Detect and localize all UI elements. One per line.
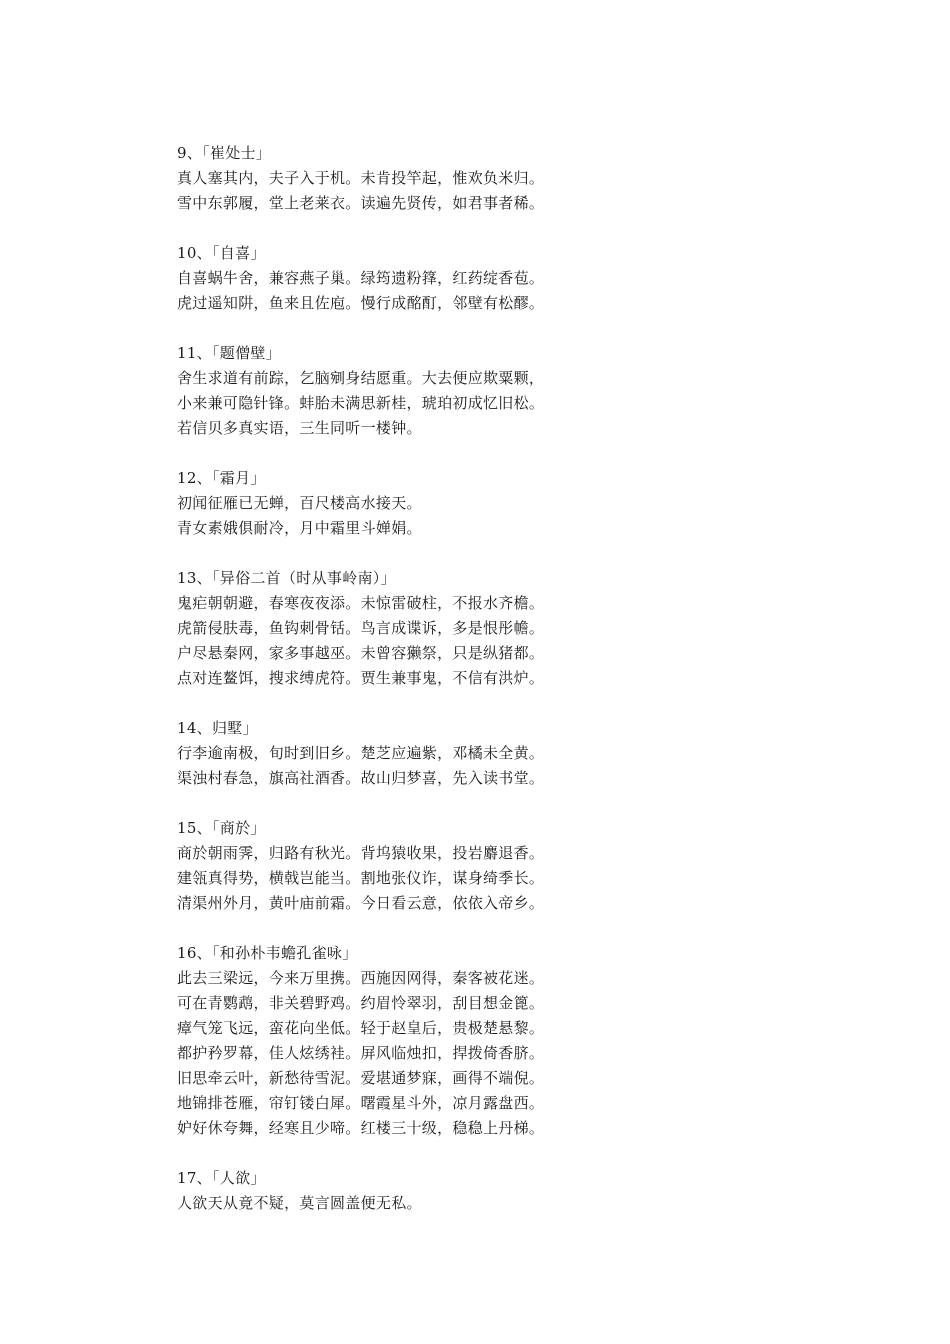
poem-line: 旧思牵云叶，新愁待雪泥。爱堪通梦寐，画得不端倪。 [177,1069,545,1087]
poem-block [177,141,897,216]
poem-line: 户尽悬秦网，家多事越巫。未曾容獭祭，只是纵猪都。 [177,644,545,662]
poem-line: 青女素娥俱耐冷，月中霜里斗婵娟。 [177,519,422,537]
poem-line: 地锦排苍雁，帘钉镂白犀。曙霞星斗外，凉月露盘西。 [177,1094,545,1112]
poem-line: 点对连鳌饵，搜求缚虎符。贾生兼事鬼，不信有洪炉。 [177,669,545,687]
poem-line: 若信贝多真实语，三生同听一楼钟。 [177,419,422,437]
poem-line: 建瓴真得势，横戟岂能当。割地张仪诈，谋身绮季长。 [177,869,545,887]
poem-line: 此去三梁远，今来万里携。西施因网得，秦客被花迷。 [177,969,545,987]
poem-line: 都护矜罗幕，佳人炫绣袿。屏风临烛扣，捍拨倚香脐。 [177,1044,545,1062]
poem-line: 舍生求道有前踪，乞脑剜身结愿重。大去便应欺粟颗， [177,369,545,387]
poem-block [177,466,897,541]
poem-line: 自喜蜗牛舍，兼容燕子巢。绿筠遗粉箨，红药绽香苞。 [177,269,545,287]
poem-block [177,816,897,916]
poem-line: 可在青鹦鹉，非关碧野鸡。约眉怜翠羽，刮目想金篦。 [177,994,545,1012]
poem-block [177,566,897,691]
poem-line: 初闻征雁已无蝉，百尺楼高水接天。 [177,494,422,512]
document-page [177,141,897,1241]
poem-title: 9、「崔处士」 [177,144,272,162]
poem-line: 清渠州外月，黄叶庙前霜。今日看云意，依依入帝乡。 [177,894,545,912]
poem-line: 虎过遥知阱，鱼来且佐庖。慢行成酩酊，邻壁有松醪。 [177,294,545,312]
poem-line: 雪中东郭履，堂上老莱衣。读遍先贤传，如君事者稀。 [177,194,545,212]
poem-line: 鬼疟朝朝避，春寒夜夜添。未惊雷破柱，不报水齐檐。 [177,594,545,612]
poem-title: 12、「霜月」 [177,469,266,487]
poem-block [177,716,897,791]
poem-line: 人欲天从竟不疑，莫言圆盖便无私。 [177,1194,422,1212]
poem-line: 商於朝雨霁，归路有秋光。背坞猿收果，投岩麝退香。 [177,844,545,862]
poem-line: 真人塞其内，夫子入于机。未肯投竿起，惟欢负米归。 [177,169,545,187]
poem-block [177,941,897,1141]
poem-line: 虎箭侵肤毒，鱼钩刺骨铦。鸟言成谍诉，多是恨彤幨。 [177,619,545,637]
poem-line: 渠浊村春急，旗高社酒香。故山归梦喜，先入读书堂。 [177,769,545,787]
poem-line: 行李逾南极，旬时到旧乡。楚芝应遍紫，邓橘未全黄。 [177,744,545,762]
poem-line: 小来兼可隐针锋。蚌胎未满思新桂，琥珀初成忆旧松。 [177,394,545,412]
poem-title: 15、「商於」 [177,819,266,837]
poem-title: 17、「人欲」 [177,1169,266,1187]
poem-title: 16、「和孙朴韦蟾孔雀咏」 [177,944,358,962]
poem-block [177,241,897,316]
poem-block [177,1166,897,1216]
poem-title: 11、「题僧壁」 [177,344,281,362]
poem-line: 妒好休夸舞，经寒且少啼。红楼三十级，稳稳上丹梯。 [177,1119,545,1137]
poem-line: 瘴气笼飞远，蛮花向坐低。轻于赵皇后，贵极楚悬黎。 [177,1019,545,1037]
poem-title: 10、「自喜」 [177,244,266,262]
poem-title: 14、归墅」 [177,719,258,737]
poem-title: 13、「异俗二首（时从事岭南）」 [177,569,396,587]
poem-block [177,341,897,441]
